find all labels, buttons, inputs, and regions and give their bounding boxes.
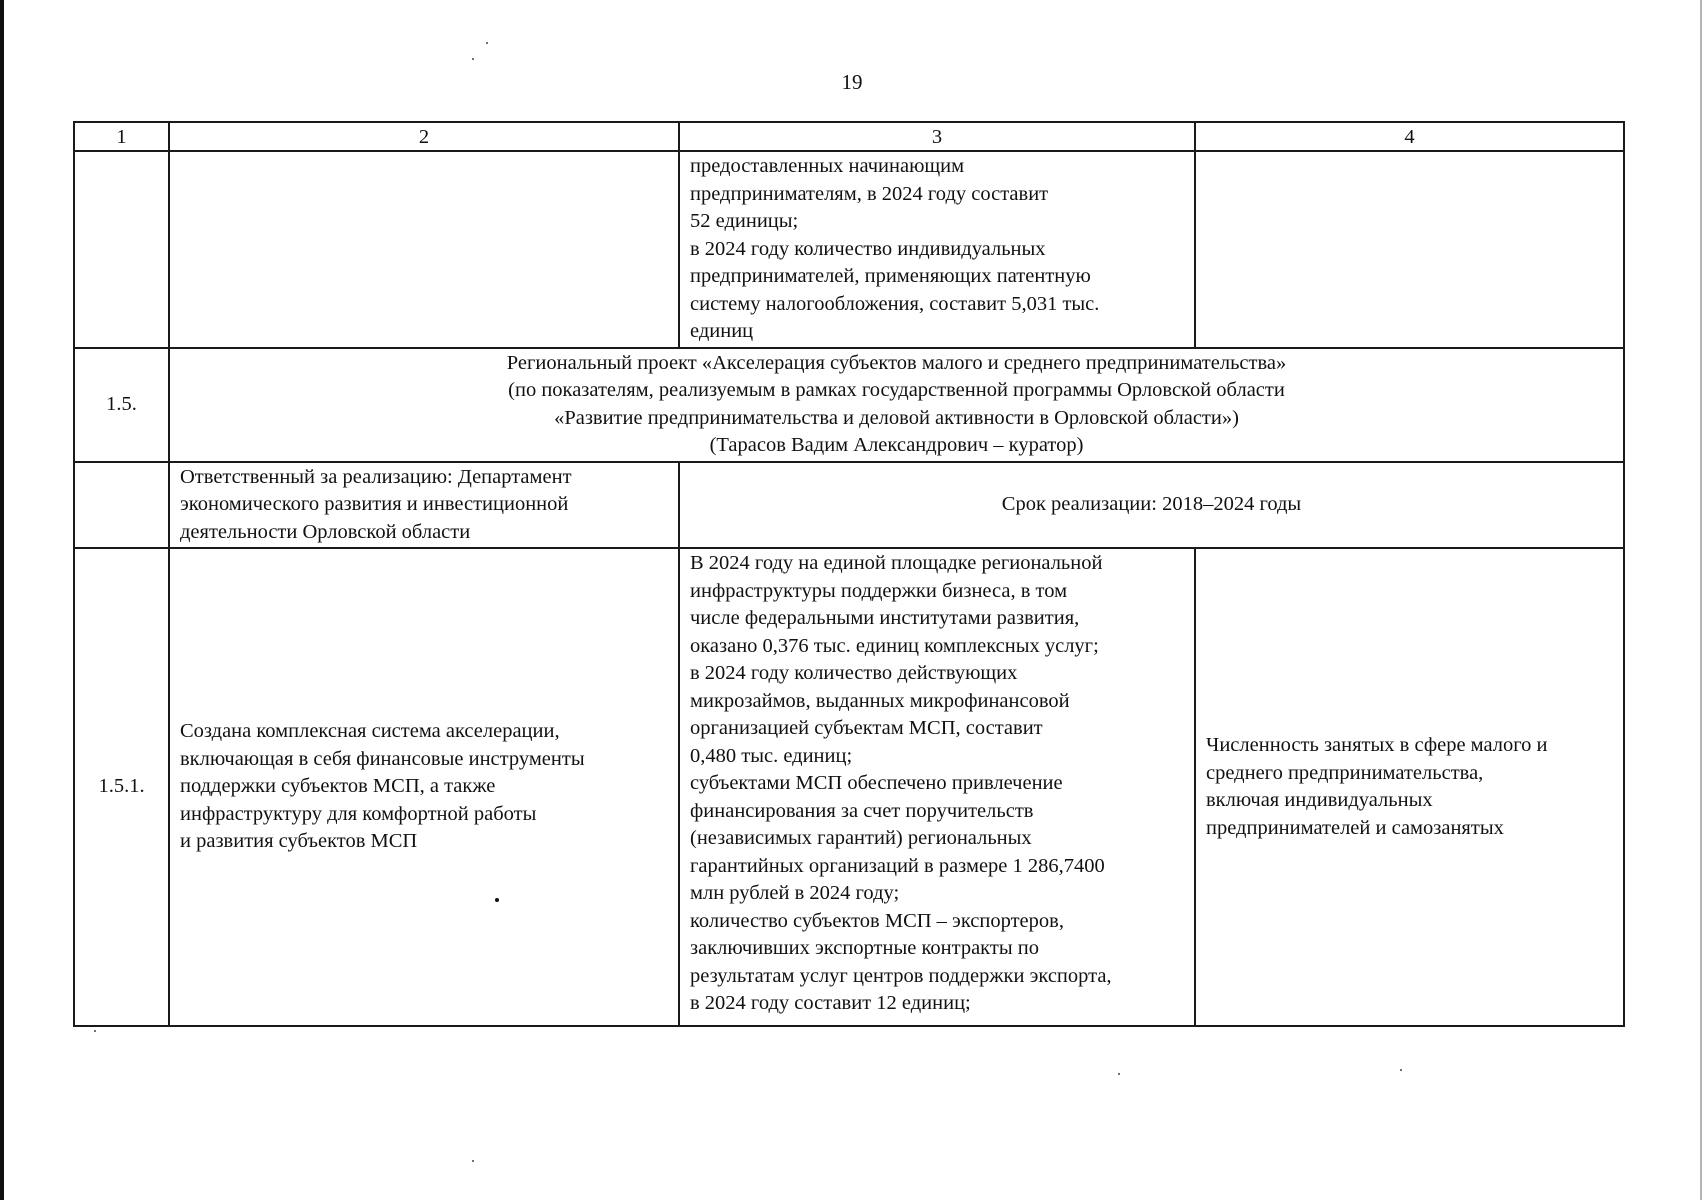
scan-speck	[495, 898, 499, 902]
result-line: В 2024 году на единой площадке региональной	[690, 552, 1103, 574]
result-line: оказано 0,376 тыс. единиц комплексных услуг;	[690, 634, 1099, 657]
continuation-task-cell	[169, 151, 679, 348]
text-line: предпринимателей, применяющих патентную	[690, 265, 1091, 287]
text-line: 52 единицы;	[690, 210, 799, 232]
responsible-number-cell	[74, 462, 169, 549]
result-line: заключивших экспортные контракты по	[690, 937, 1039, 959]
task-line: поддержки субъектов МСП, а также	[180, 775, 496, 798]
result-line: организацией субъектам МСП, составит	[690, 717, 1043, 739]
result-line: инфраструктуры поддержки бизнеса, в том	[690, 579, 1068, 602]
result-line: результатам услуг центров поддержки экспорта,	[690, 964, 1112, 987]
task-description-cell	[169, 548, 679, 1026]
program-table	[73, 121, 1625, 1027]
continuation-number-cell	[74, 151, 169, 348]
project-program-name: «Развитие предпринимательства и деловой активности в Орловской области»)	[554, 406, 1239, 429]
project-number: 1.5.	[74, 348, 169, 462]
result-line: финансирования за счет поручительств	[690, 799, 1034, 822]
text-line: предоставленных начинающим	[690, 155, 965, 177]
continuation-row	[74, 151, 1624, 348]
scan-speck	[94, 1030, 96, 1032]
task-line: Создана комплексная система акселерации,	[180, 720, 560, 743]
project-subtitle: (по показателям, реализуемым в рамках государственной программы Орловской области	[508, 379, 1285, 401]
scan-speck	[1118, 1073, 1120, 1075]
text-line: предпринимателям, в 2024 году составит	[690, 182, 1049, 205]
indicator-line: включая индивидуальных	[1206, 789, 1433, 811]
page-number: 19	[841, 70, 863, 94]
column-header-1: 1	[74, 122, 169, 151]
result-line: числе федеральными институтами развития,	[690, 607, 1080, 629]
implementation-term: Срок реализации: 2018–2024 годы	[679, 462, 1624, 549]
responsible-line: деятельности Орловской области	[180, 520, 471, 543]
scan-left-edge	[0, 0, 4, 1200]
project-title-cell	[169, 348, 1624, 462]
responsible-line: экономического развития и инвестиционной	[180, 493, 569, 515]
indicator-line: среднего предпринимательства,	[1206, 761, 1484, 784]
project-curator: (Тарасов Вадим Александрович – куратор)	[709, 434, 1084, 456]
result-line: гарантийных организаций в размере 1 286,7400	[690, 854, 1105, 877]
task-indicator-cell	[1195, 548, 1624, 1026]
text-line: в 2024 году количество индивидуальных	[690, 237, 1046, 260]
responsible-cell	[169, 462, 679, 549]
column-header-4: 4	[1195, 122, 1624, 151]
scan-speck	[1400, 1069, 1402, 1071]
responsible-line: Ответственный за реализацию: Департамент	[180, 465, 572, 488]
result-line: количество субъектов МСП – экспортеров,	[690, 909, 1064, 932]
continuation-indicator-cell	[1195, 151, 1624, 348]
result-line: в 2024 году количество действующих	[690, 662, 1018, 684]
scan-right-edge	[1700, 0, 1702, 1200]
scan-speck	[472, 58, 474, 60]
task-row	[74, 548, 1624, 1026]
result-line: (независимых гарантий) региональных	[690, 827, 1032, 849]
result-line: микрозаймов, выданных микрофинансовой	[690, 689, 1070, 712]
task-number: 1.5.1.	[74, 548, 169, 1026]
scan-speck	[486, 42, 488, 44]
task-line: инфраструктуру для комфортной работы	[180, 802, 537, 825]
scan-speck	[472, 1160, 474, 1162]
task-line: включающая в себя финансовые инструменты	[180, 747, 585, 770]
result-line: млн рублей в 2024 году;	[690, 882, 900, 904]
column-header-2: 2	[169, 122, 679, 151]
project-title: Региональный проект «Акселерация субъектов малого и среднего предпринимательства»	[506, 351, 1287, 374]
result-line: в 2024 году составит 12 единиц;	[690, 992, 971, 1014]
continuation-result-cell	[679, 151, 1195, 348]
responsible-row	[74, 462, 1624, 549]
indicator-line: предпринимателей и самозанятых	[1206, 816, 1504, 839]
result-line: 0,480 тыс. единиц;	[690, 744, 853, 767]
column-header-3: 3	[679, 122, 1195, 151]
table-header-row	[74, 122, 1624, 151]
task-results-cell	[679, 548, 1195, 1026]
text-line: единиц	[690, 320, 754, 342]
result-line: субъектами МСП обеспечено привлечение	[690, 772, 1063, 794]
task-line: и развития субъектов МСП	[180, 830, 418, 853]
text-line: систему налогообложения, составит 5,031 тыс.	[690, 292, 1100, 315]
project-row	[74, 348, 1624, 462]
indicator-line: Численность занятых в сфере малого и	[1206, 734, 1548, 756]
